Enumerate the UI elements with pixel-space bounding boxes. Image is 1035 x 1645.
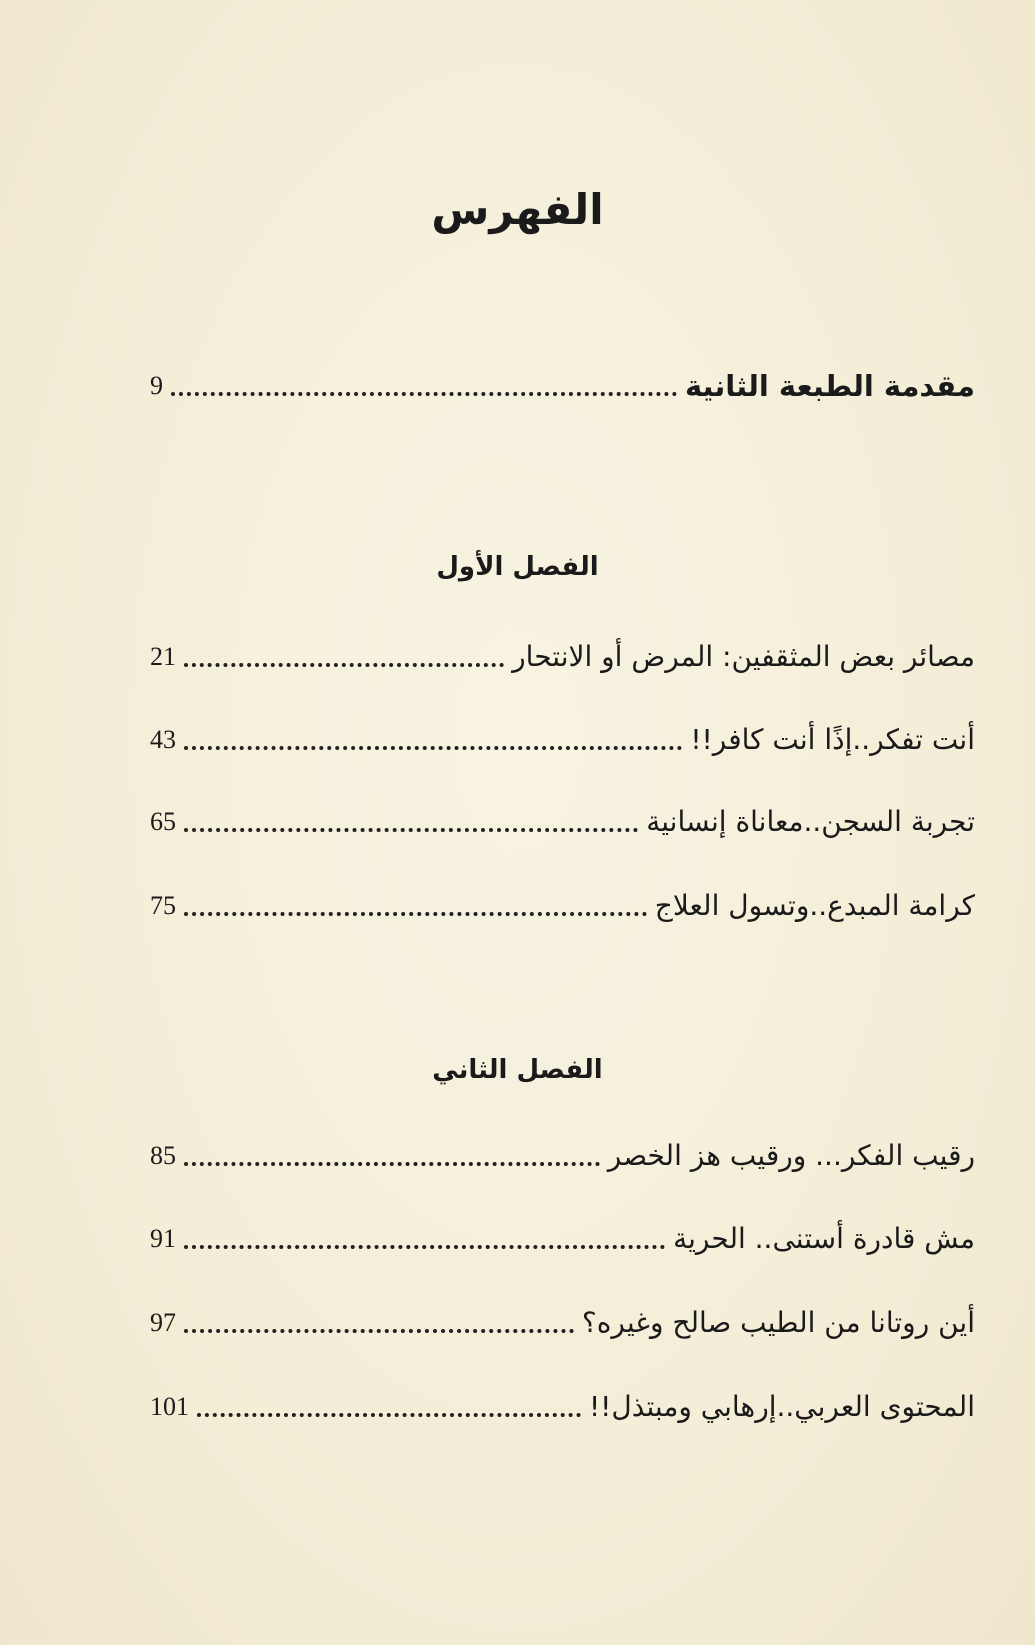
dot-leader [197, 1413, 581, 1417]
toc-page-number: 9 [150, 371, 163, 400]
toc-page-number: 65 [150, 807, 176, 836]
toc-entry[interactable] [150, 882, 975, 926]
page-title: الفهرس [431, 185, 604, 234]
toc-entry-label: رقيب الفكر... ورقيب هز الخصر [607, 1139, 975, 1172]
toc-entry[interactable] [150, 1132, 975, 1176]
toc-entry[interactable] [150, 633, 975, 677]
dot-leader [184, 663, 504, 667]
toc-entry-label: مصائر بعض المثقفين: المرض أو الانتحار [512, 640, 975, 673]
toc-page-number: 97 [150, 1308, 176, 1337]
toc-page-number: 101 [150, 1392, 189, 1421]
toc-entry-label: مش قادرة أستنى.. الحرية [673, 1222, 975, 1255]
toc-entry-label: مقدمة الطبعة الثانية [684, 369, 975, 403]
toc-entry[interactable] [150, 798, 975, 842]
toc-entry[interactable] [150, 1383, 975, 1427]
toc-page-number: 43 [150, 725, 176, 754]
dot-leader [171, 392, 677, 396]
dot-leader [184, 828, 638, 832]
dot-leader [184, 1162, 600, 1166]
toc-page-number: 91 [150, 1224, 176, 1253]
toc-entry-label: أنت تفكر..إذًا أنت كافر!! [690, 723, 975, 756]
toc-entry-label: كرامة المبدع..وتسول العلاج [654, 889, 975, 922]
toc-page-number: 21 [150, 642, 176, 671]
toc-entry-label: أين روتانا من الطيب صالح وغيره؟ [581, 1306, 975, 1339]
dot-leader [184, 746, 682, 750]
toc-page-number: 85 [150, 1141, 176, 1170]
chapter-1-heading: الفصل الأول [436, 552, 599, 582]
dot-leader [184, 1245, 665, 1249]
toc-entry[interactable] [150, 716, 975, 760]
toc-entry[interactable] [150, 1215, 975, 1259]
dot-leader [184, 1329, 574, 1333]
chapter-2-heading: الفصل الثاني [432, 1055, 603, 1085]
toc-entry-label: تجربة السجن..معاناة إنسانية [646, 805, 975, 838]
dot-leader [184, 912, 647, 916]
toc-entry[interactable] [150, 1299, 975, 1343]
toc-entry-label: المحتوى العربي..إرهابي ومبتذل!! [588, 1390, 975, 1423]
toc-entry-intro[interactable] [150, 362, 975, 406]
toc-page-number: 75 [150, 891, 176, 920]
